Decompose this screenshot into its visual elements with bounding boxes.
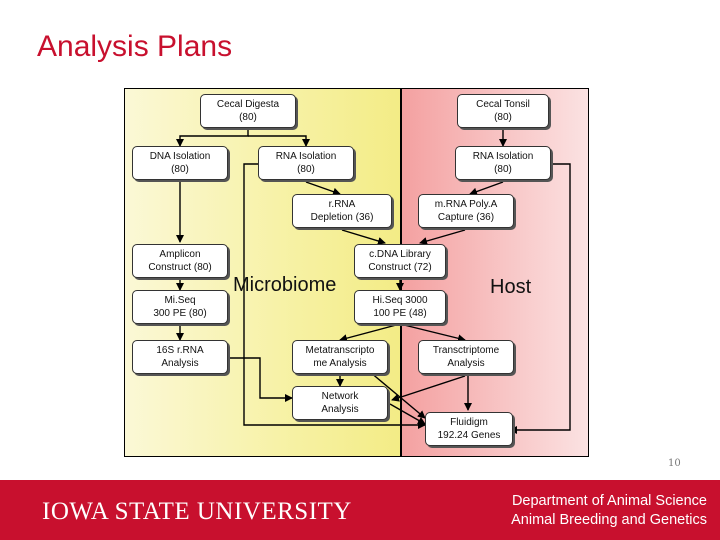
slide-title: Analysis Plans [37,30,233,63]
box-rna-isolation-right: RNA Isolation (80) [455,146,551,180]
university-logo: IOWA STATE UNIVERSITY [42,498,352,525]
box-transcriptome-analysis: Transctriptome Analysis [418,340,514,374]
department-name [511,492,707,530]
department-line-2: Animal Breeding and Genetics [511,512,707,528]
box-cecal-digesta: Cecal Digesta (80) [200,94,296,128]
box-fluidigm: Fluidigm 192.24 Genes [425,412,513,446]
footer-bar [0,480,720,540]
box-rrna-depletion: r.RNA Depletion (36) [292,194,392,228]
box-metatranscriptome-analysis: Metatranscripto me Analysis [292,340,388,374]
box-miseq: Mi.Seq 300 PE (80) [132,290,228,324]
page-number: 10 [668,458,681,469]
box-cdna-library: c.DNA Library Construct (72) [354,244,446,278]
box-16s-rrna-analysis: 16S r.RNA Analysis [132,340,228,374]
box-rna-isolation-left: RNA Isolation (80) [258,146,354,180]
box-hiseq: Hi.Seq 3000 100 PE (48) [354,290,446,324]
department-line-1: Department of Animal Science [511,493,707,509]
box-network-analysis: Network Analysis [292,386,388,420]
host-label: Host [490,276,532,298]
box-amplicon-construct: Amplicon Construct (80) [132,244,228,278]
box-mrna-polya-capture: m.RNA Poly.A Capture (36) [418,194,514,228]
microbiome-label: Microbiome [233,274,337,296]
box-cecal-tonsil: Cecal Tonsil (80) [457,94,549,128]
box-dna-isolation: DNA Isolation (80) [132,146,228,180]
